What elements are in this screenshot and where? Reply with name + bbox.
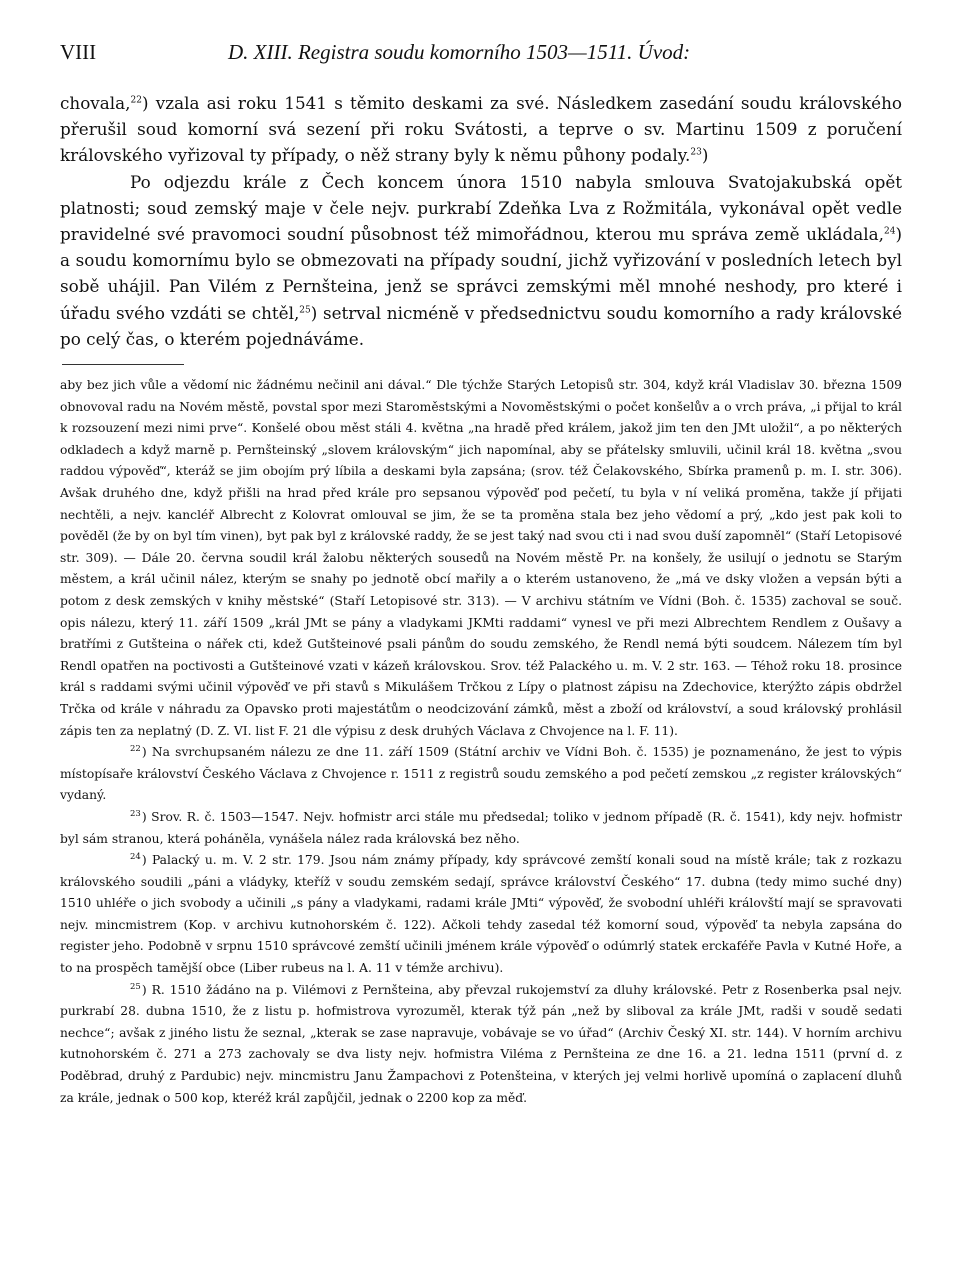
footnote-text: ) Palacký u. m. V. 2 str. 179. Jsou nám známy případy, kdy správcové zemští konali soud na místě krále; tak z rozkazu královského soudili „páni a vládyky, kteříž v soudu zemském sedají, správce království Českého“ 17. dubna (tedy mimo suché dny) 1510 uhléře o jich svobody a učinili „s pány a vladykami, radami krále JMti“ výpověď, že svobodní uhléři královští mají se spravovati nejv. mincmistrem (Kop. v archivu kutnohorském č. 122). Ačkoli tehdy zasedal též komorní soud, výpověď ta nebyla zapsána do register jeho. Podobně v srpnu 1510 správcové zemští učinili jménem krále výpověď o odúmrlý statek erckaféře Pavla v Kutné Hoře, a to na prospěch tamější obce (Liber rubeus na l. A. 11 v témže archivu). [60,853,902,976]
footnote-continuation: aby bez jich vůle a vědomí nic žádnému nečinil ani dával.“ Dle týchže Starých Letopisů str. 304, když král Vladislav 30. března 1509 obnovoval radu na Novém městě, povstal spor mezi Staroměstskými a Novoměstskými o počet konšelův a o vrch práva, „i přijal to král k rozsouzení mezi nimi prve“. Konšelé obou měst stáli 4. května „na hradě před králem, jakož jim ten den JMt uložil“, a po některých odkladech a když marně p. Pernšteinský „slovem královským“ jich napomínal, aby se přátelsky smluvili, učinil král 18. května „svou raddou výpověď“, kteráž se jim obojím prý líbila a deskami byla zapsána; (srov. též Čelakovského, Sbírka pramenů p. m. I. str. 306). Avšak druhého dne, když přišli na hrad před krále pro sepsanou výpověď pod pečetí, tu byla v ní veliká proměna, takže jí přijati nechtěli, a nejv. kancléř Albrecht z Kolovrat omlouval se jim, že se ta proměna stala bez jeho vědomí a prý, „kdo jest pak koli to pověděl (že by on byl tím vinen), byt pak byl z královské raddy, že se jest taký nad svou cti i nad svou duší zapomněl“ (Staří Letopisové str. 309). — Dále 20. června soudil král žalobu některých sousedů na Novém městě Pr. na konšely, že usilují o jednotu se Starým městem, a král učinil nález, kterým se snahy po jednotě obcí mařily a o kterém ustanoveno, že „má ve dsky vložen a vepsán býti a potom z desk zemských v knihy městské“ (Staří Letopisové str. 313). — V archivu státním ve Vídni (Boh. č. 1535) zachoval se souč. opis nálezu, který 11. září 1509 „král JMt se pány a vladykami JKMti raddami“ vynesl ve při mezi Albrechtem Rendlem z Oušavy a bratřími z Gutšteina o nářek cti, kdež Gutšteinové psali pánům do soudu zemského, že Rendl nemá býti soudcem. Nálezem tím byl Rendl opatřen na poctivosti a Gutšteinové vzati v kázeň královskou. Srov. též Palackého u. m. V. 2 str. 163. — Téhož roku 18. prosince král s raddami svými učinil výpověď ve při stavů s Mikulášem Trčkou z Lípy o platnost zápisu na Zdechovice, kterýžto zápis obdržel Trčka od krále v náhradu za Opavsko proti majestátům o neodcizování zámků, měst a zboží od království, a soud královský prohlásil zápis ten za neplatný (D. Z. VI. list F. 21 dle výpisu z desk druhých Václava z Chvojence na l. F. 11). [60,378,902,738]
footnote-text: ) Srov. R. č. 1503—1547. Nejv. hofmistr arci stále mu předsedal; toliko v jednom případě (R. č. 1541), kdy nejv. hofmistr byl sám stranou, která poháněla, vynášela nález rada královská bez něho. [60,809,902,846]
main-paragraph-1 [60,90,902,169]
book-page [60,40,902,1109]
text-segment: ) a soudu komornímu bylo se obmezovati na případy soudní, jichž vyřizování v posledních letech byl sobě uhájil. Pan Vilém z Pernšteina, jenž se správci zemskými měl mnohé neshody, pro které i úřadu svého vzdáti se chtěl, [60,224,902,323]
text-segment: chovala, [60,93,131,113]
footnote-23 [60,807,902,850]
footnote-ref-23: 23 [690,147,702,158]
running-header [60,40,902,72]
footnote-text: ) R. 1510 žádáno na p. Vilémovi z Pernšteina, aby převzal rukojemství za dluhy královské. Petr z Rosenberka psal nejv. purkrabí 28. dubna 1510, že z listu p. hofmistrova vyrozuměl, kterak týž pán „než by sliboval za krále JMt, radši v soudě sedati nechce“; avšak z jiného listu že seznal, „kterak se zase napravuje, vobávaje se vo úřad“ (Archiv Český XI. str. 144). V horním archivu kutnohorském č. 271 a 273 zachovaly se dva listy nejv. hofmistra Viléma z Pernšteina ze dne 16. a 21. ledna 1511 (první d. z Poděbrad, druhý z Pardubic) nejv. mincmistru Janu Žampachovi z Potenšteina, v kterých jej velmi horlivě upomíná o zaplacení dluhů za krále, jednak o 500 kop, kteréž král zapůjčil, jednak o 2200 kop za měď. [60,982,902,1105]
page-number: VIII [60,40,97,64]
main-paragraph-2 [60,169,902,352]
footnote-mark: 24 [130,852,141,862]
footnote-text: ) Na svrchupsaném nálezu ze dne 11. září 1509 (Státní archiv ve Vídni Boh. č. 1535) je poznamenáno, že jest to výpis místopísaře království Českého Václava z Chvojence r. 1511 z registrů soudu zemského a pod pečetí zemskou „z register královských“ vydaný. [60,745,902,803]
footnote-ref-25: 25 [299,305,311,316]
footnote-24 [60,850,902,980]
footnote-25 [60,980,902,1110]
footnote-mark: 22 [130,744,141,755]
footnote-ref-24: 24 [883,226,896,237]
footnote-mark: 23 [130,808,141,819]
main-text [60,90,902,352]
footnote-ref-22: 22 [130,95,142,106]
running-title: D. XIII. Registra soudu komorního 1503—1511. Úvod: [228,40,691,64]
text-segment: Po odjezdu krále z Čech koncem února 1510 nabyla smlouva Svatojakubská opět platnosti; soud zemský maje v čele nejv. purkrabí Zdeňka Lva z Rožmitála, vykonával opět vedle pravidelné své pravomoci soudní působnost též mimořádnou, kterou mu správa země ukládala, [60,171,902,245]
footnote-22 [60,742,902,807]
footnote-mark: 25 [130,981,141,992]
text-segment: ) [701,145,709,166]
footnote-divider [62,364,184,365]
text-segment: ) setrval nicméně v předsednictvu soudu komorního a rady královské po celý čas, o kterém pojednáváme. [60,302,902,349]
text-segment: ) vzala asi roku 1541 s těmito deskami za své. Následkem zasedání soudu královského přerušil soud komorní svá sezení při roku Svátosti, a teprve o sv. Martinu 1509 z poručení královského vyřizoval ty případy, o něž strany byly k němu půhony podaly. [60,93,902,166]
footnotes [60,375,902,1109]
